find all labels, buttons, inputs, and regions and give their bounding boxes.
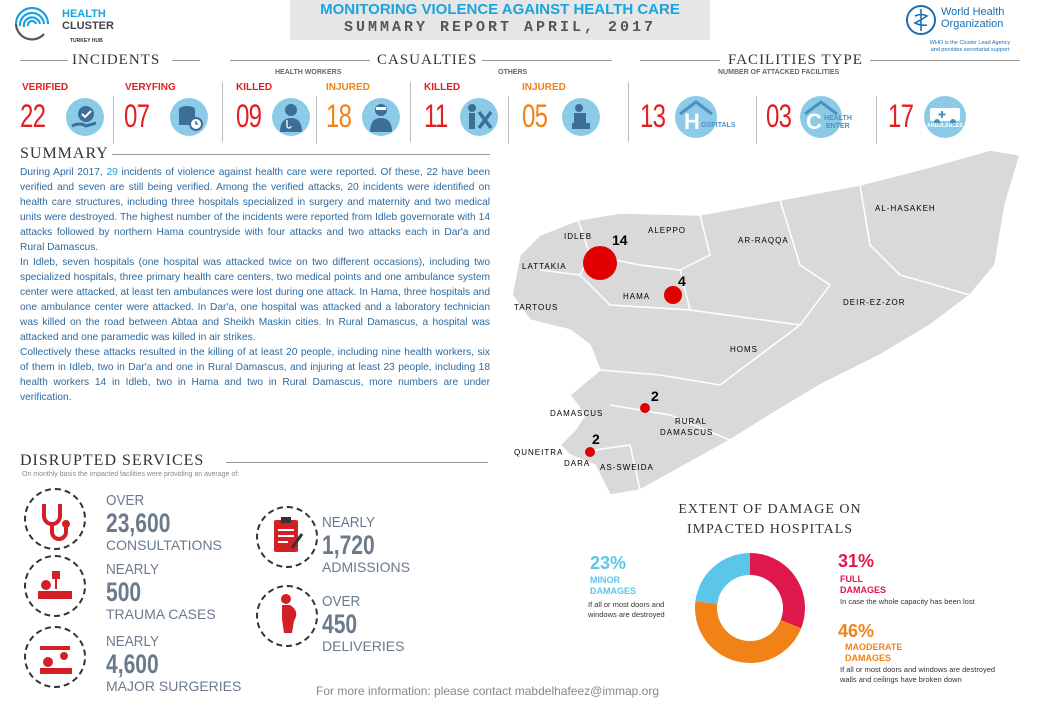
summary-paragraph-1 [20, 165, 490, 255]
damage-donut-chart [690, 548, 810, 668]
summary-p1a: During April 2017, [20, 167, 107, 178]
stethoscope-icon [24, 488, 86, 550]
facilities-sub: NUMBER OF ATTACKED FACILITIES [718, 69, 840, 76]
minor-pct: 23% [590, 553, 627, 573]
minor-note-line1: If all or most doors and [588, 600, 665, 609]
trauma-pre: NEARLY [106, 561, 160, 578]
hama-count: 4 [678, 273, 686, 289]
moderate-note-line1: If all or most doors and windows are destroyed [840, 665, 996, 674]
health-center-label2: ENTER [826, 123, 850, 130]
who-note1: WHO is the Cluster Lead Agency [929, 40, 1011, 46]
verifying-label: VERYFING [125, 82, 176, 93]
hw-injured-value: 18 [326, 98, 352, 134]
hw-injured-label: INJURED [326, 82, 370, 93]
consultations-num: 23,600 [106, 508, 171, 538]
divider [113, 96, 114, 144]
aleppo-label: ALEPPO [648, 226, 687, 235]
surgery-icon [24, 626, 86, 688]
homs-label: HOMS [730, 345, 758, 354]
dara-marker [585, 447, 595, 457]
summary-paragraph-2: In Idleb, seven hospitals (one hospital was attacked twice on two different occasions), including two specialized hospitals, three primary health care centers, two medical points and one ambulance system center were attacked, at least ten ambulances were lost during one attack. In Hama, three hospitals and one ambulance center were attacked. In Dar'a, one hospital was attacked and a laboratory technician was killed on the road between Abtaa and Sheikh Maskin cities. In Rural Damascus, a hospital was attacked and one paramedic was killed in air strikes. [20, 257, 490, 343]
swirl-logo-icon [12, 4, 52, 44]
verified-value: 22 [20, 98, 46, 134]
alhasakeh-label: AL-HASAKEH [875, 204, 936, 213]
damascus-count: 2 [651, 388, 659, 404]
who-note2: and provides secretariat support [930, 47, 1010, 53]
rural-label: RURAL [675, 417, 708, 426]
page-title: MONITORING VIOLENCE AGAINST HEALTH CARE [320, 1, 680, 18]
doctor-icon [272, 98, 310, 136]
divider [112, 154, 490, 155]
surgeries-pre: NEARLY [106, 633, 160, 650]
minor-damage-slice [706, 564, 750, 602]
damage-title-line1: EXTENT OF DAMAGE ON [678, 502, 862, 517]
damage-title [650, 502, 890, 538]
moderate-note [840, 665, 995, 684]
divider [410, 82, 411, 142]
moderate-damage-slice [706, 602, 791, 652]
minor-note [588, 600, 665, 619]
deliveries-num: 450 [322, 609, 358, 639]
syria-map [500, 145, 1030, 500]
hc-label1-text: EALTH [829, 115, 852, 122]
divider [628, 82, 629, 142]
clipboard-icon [256, 506, 318, 568]
disrupted-heading: DISRUPTED SERVICES [20, 452, 205, 469]
others-killed-value: 11 [424, 98, 448, 134]
idleb-marker [583, 246, 617, 280]
deliveries-pre: OVER [322, 593, 361, 610]
trauma-icon [24, 555, 86, 617]
casualties-heading: CASUALTIES [377, 52, 478, 68]
pregnant-icon [256, 585, 318, 647]
full-damage-slice [750, 564, 794, 624]
admissions-label: ADMISSIONS [322, 559, 410, 575]
divider [20, 60, 68, 61]
divider [482, 60, 612, 61]
trauma-label: TRAUMA CASES [106, 606, 216, 622]
consultations-pre: OVER [106, 492, 145, 509]
hw-killed-label: KILLED [236, 82, 273, 93]
damage-title-line2: IMPACTED HOSPITALS [686, 522, 854, 537]
rural-damascus-label: DAMASCUS [660, 428, 714, 437]
facilities-heading: FACILITIES TYPE [728, 52, 863, 68]
org-line2: CLUSTER [62, 20, 114, 32]
land-shape [512, 150, 1020, 495]
hospitals-value: 13 [640, 98, 666, 134]
divider [640, 60, 720, 61]
others-injured-value: 05 [522, 98, 548, 134]
summary-p1c: incidents of violence against health care were reported. Of these, 22 have been verified and seven are still being verified. Among the verified attacks, 20 incidents were identified on health care structures, including three hospitals specialized in surgery and maternity and two medical units were destroyed. The highest number of the incidents were reported from Idleb governorate with 14 attacks followed by northern Hama countryside with four attacks and two attacks each in Dar'a and Rural Damascus. [20, 167, 490, 253]
divider [222, 82, 223, 142]
admissions-pre: NEARLY [322, 514, 376, 531]
hw-killed-value: 09 [236, 98, 262, 134]
summary-p1-count: 29 [106, 167, 118, 178]
admissions-num: 1,720 [322, 530, 375, 560]
summary-text [20, 165, 490, 405]
ambulance-icon [924, 96, 966, 138]
others-injured-label: INJURED [522, 82, 566, 93]
injured-doctor-icon [362, 98, 400, 136]
others-killed-label: KILLED [424, 82, 461, 93]
org-line1: HEALTH [62, 8, 106, 20]
who-emblem-icon [905, 4, 937, 36]
divider [230, 60, 370, 61]
consultations-label: CONSULTATIONS [106, 537, 222, 553]
minor-label2: DAMAGES [590, 586, 637, 596]
footer-contact: For more information: please contact mabdelhafeez@immap.org [316, 684, 660, 698]
assweida-label: AS-SWEIDA [600, 463, 654, 472]
moderate-pct: 46% [838, 621, 875, 641]
incidents-heading: INCIDENTS [72, 52, 161, 68]
damascus-label: DAMASCUS [550, 409, 604, 418]
divider [508, 96, 509, 144]
who-logo [905, 4, 1035, 54]
verified-icon [66, 98, 104, 136]
idleb-label: IDLEB [564, 232, 593, 241]
surgeries-num: 4,600 [106, 649, 159, 679]
full-note: In case the whole capacity has been lost [840, 597, 975, 606]
hc-letter-h: H [824, 115, 830, 122]
disrupted-sub: On monthly basis the impacted facilities were providing an average of: [22, 471, 240, 478]
full-label2: DAMAGES [840, 585, 887, 595]
divider [876, 96, 877, 144]
hospital-letter: H [684, 109, 700, 134]
moderate-label: MAODERATE [845, 642, 903, 652]
page-subtitle: SUMMARY REPORT APRIL, 2017 [343, 19, 657, 36]
hc-letter-c: C [806, 109, 822, 134]
health-cluster-logo [12, 4, 162, 44]
damascus-marker [640, 403, 650, 413]
deirezzor-label: DEIR-EZ-ZOR [843, 298, 906, 307]
others-label: OTHERS [498, 69, 528, 76]
divider [172, 60, 200, 61]
quneitra-label: QUNEITRA [514, 448, 564, 457]
lattakia-label: LATTAKIA [522, 262, 567, 271]
minor-label: MINOR [590, 575, 620, 585]
summary-paragraph-3: Collectively these attacks resulted in the killing of at least 20 people, including nine health workers, six of them in Idleb, two in Dar'a and one in Rural Damascus, and injuring at least 23 people, including 18 health workers 14 in Idleb, two in Hama and two in Rural Damascus, more numbers are under verification. [20, 347, 490, 403]
hama-label: HAMA [623, 292, 651, 301]
who-line1: World Health [941, 6, 1005, 18]
moderate-note-line2: walls and ceilings have broken down [840, 674, 962, 684]
health-workers-label: HEALTH WORKERS [275, 69, 342, 76]
moderate-label2: DAMAGES [845, 653, 892, 663]
full-label: FULL [840, 574, 863, 584]
ambulances-value: 17 [888, 98, 914, 134]
health-center-label1 [824, 115, 852, 122]
org-sub: TURKEY HUB [70, 38, 103, 44]
who-line2: Organization [941, 18, 1004, 30]
tartous-label: TARTOUS [514, 303, 559, 312]
minor-note-line2: windows are destroyed [588, 609, 665, 619]
ambulances-label: AMBULANCES [927, 123, 963, 129]
database-clock-icon [170, 98, 208, 136]
divider [756, 96, 757, 144]
summary-heading: SUMMARY [20, 145, 109, 162]
divider [870, 60, 1020, 61]
wheelchair-person-icon [562, 98, 600, 136]
verifying-value: 07 [124, 98, 150, 134]
dara-count: 2 [592, 431, 600, 447]
divider [316, 96, 317, 144]
deliveries-label: DELIVERIES [322, 638, 405, 654]
full-pct: 31% [838, 551, 875, 571]
divider [226, 462, 488, 463]
dara-label: DARA [564, 459, 591, 468]
hospitals-label: OSPITALS [701, 122, 736, 129]
person-x-icon [460, 98, 498, 136]
idleb-count: 14 [612, 232, 628, 248]
verified-label: VERIFIED [22, 82, 69, 93]
health-center-value: 03 [766, 98, 792, 134]
surgeries-label: MAJOR SURGERIES [106, 678, 242, 694]
trauma-num: 500 [106, 577, 142, 607]
arraqqa-label: AR-RAQQA [738, 236, 789, 245]
